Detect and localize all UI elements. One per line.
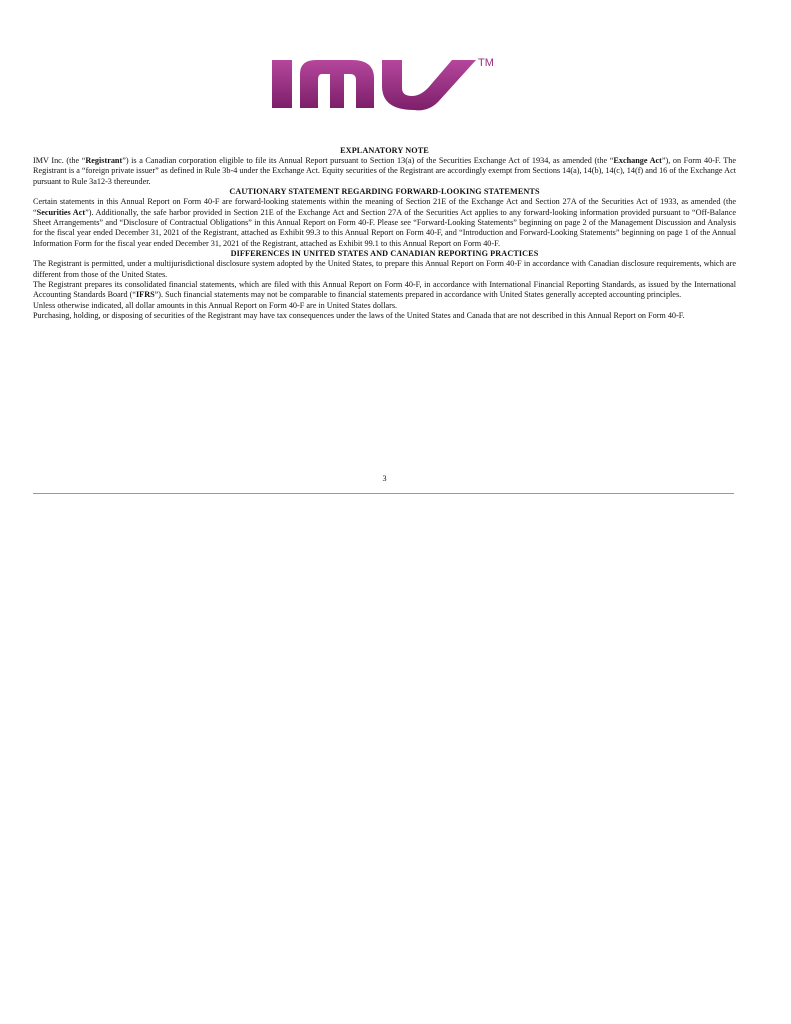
defined-term-securities-act: Securities Act bbox=[36, 207, 86, 217]
defined-term-ifrs: IFRS bbox=[136, 290, 155, 300]
company-logo bbox=[268, 52, 498, 118]
explanatory-note-heading: EXPLANATORY NOTE bbox=[340, 146, 429, 155]
trademark-symbol: TM bbox=[478, 57, 494, 69]
tax-consequences-paragraph: Purchasing, holding, or disposing of securities of the Registrant may have tax consequences under the laws of the United States and Canada that are not described in this Annual Report on Form 40-F. bbox=[33, 311, 685, 321]
page-number: 3 bbox=[382, 474, 387, 483]
currency-paragraph: Unless otherwise indicated, all dollar amounts in this Annual Report on Form 40-F are in United States dollars. bbox=[33, 300, 398, 310]
document-body bbox=[33, 146, 736, 322]
mjds-paragraph: The Registrant is permitted, under a multijurisdictional disclosure system adopted by the United States, to prepare this Annual Report on Form 40-F in accordance with Canadian disclosure requirements, which are different from those of the United States. bbox=[33, 259, 736, 279]
reporting-practices-heading: DIFFERENCES IN UNITED STATES AND CANADIAN REPORTING PRACTICES bbox=[230, 249, 539, 259]
defined-term-registrant: Registrant bbox=[85, 156, 123, 165]
page-divider bbox=[33, 493, 734, 494]
defined-term-exchange-act: Exchange Act bbox=[613, 156, 662, 165]
explanatory-note-paragraph: IMV Inc. (the “Registrant”) is a Canadian corporation eligible to file its Annual Report pursuant to Section 13(a) of the Securities Exchange Act of 1934, as amended (the “Exchange Act”), on Form 40-F. The Registrant is a “foreign private issuer” as defined in Rule 3b-4 under the Exchange Act. Equity securities of the Registrant are accordingly exempt from Sections 14(a), 14(b), 14(c), 14(f) and 16 of the Exchange Act pursuant to Rule 3a12-3 thereunder. bbox=[33, 156, 736, 186]
cautionary-statement-heading: CAUTIONARY STATEMENT REGARDING FORWARD-LOOKING STATEMENTS bbox=[229, 187, 540, 197]
cautionary-statement-paragraph: Certain statements in this Annual Report on Form 40-F are forward-looking statements within the meaning of Section 21E of the Exchange Act and Section 27A of the Securities Act of 1933, as amended (the “Securities Act”). Additionally, the safe harbor provided in Section 21E of the Exchange Act and Section 27A of the Securities Act applies to any forward-looking information provided pursuant to “Off-Balance Sheet Arrangements” and “Disclosure of Contractual Obligations” in this Annual Report on Form 40-F. Please see “Forward-Looking Statements” beginning on page 2 of the Management Discussion and Analysis for the fiscal year ended December 31, 2021 of the Registrant, attached as Exhibit 99.3 to this Annual Report on Form 40-F, and “Introduction and Forward-Looking Statements” beginning on page 1 of the Annual Information Form for the fiscal year ended December 31, 2021 of the Registrant, attached as Exhibit 99.1 to this Annual Report on Form 40-F. bbox=[33, 197, 736, 248]
imv-logo-icon bbox=[268, 52, 498, 118]
ifrs-paragraph: The Registrant prepares its consolidated financial statements, which are filed with this Annual Report on Form 40-F, in accordance with International Financial Reporting Standards, as issued by the International Accounting Standards Board (“IFRS”). Such financial statements may not be comparable to financial statements prepared in accordance with United States generally accepted accounting principles. bbox=[33, 280, 736, 300]
